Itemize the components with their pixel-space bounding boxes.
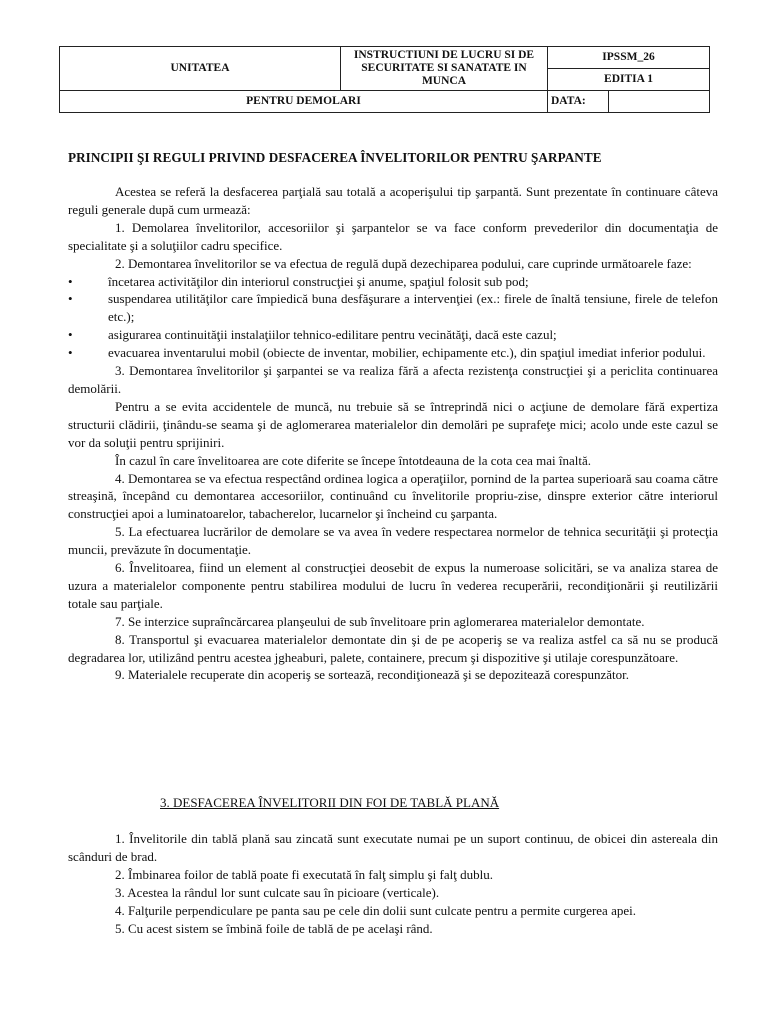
list-item: • asigurarea continuităţii instalaţiilor tehnico-edilitare pentru vecinătăţi, dacă este cazul;: [68, 327, 557, 343]
rule-8: 8. Transportul şi evacuarea materialelor demontate din şi de pe acoperiş se va realiza astfel ca să nu se producă degradarea lor, utilizând pentru acestea jgheaburi, palete, containere, precum şi dispozitive şi utilaje corespunzătoare.: [68, 631, 718, 665]
edition-cell: EDITIA 1: [548, 69, 710, 91]
rule-7: 7. Se interzice supraîncărcarea planşeului de sub învelitoare prin aglomerarea materialelor demontate.: [115, 613, 645, 629]
rule-3-note: Pentru a se evita accidentele de muncă, nu trebuie să se întreprindă nici o acţiune de demolare fără expertiza structurii clădirii, ţinându-se seama şi de aglomerarea materialelor din demolări pe suprafeţe mici; acolo unde este cazul se vor da soluţii pentru sprijiniri.: [68, 398, 718, 450]
instructiuni-cell: INSTRUCTIUNI DE LUCRU SI DE SECURITATE SI SANATATE IN MUNCA: [341, 47, 548, 91]
rule-9: 9. Materialele recuperate din acoperiş se sortează, recondiţionează şi se depozitează corespunzător.: [115, 667, 629, 683]
document-code: IPSSM_26: [548, 47, 710, 69]
phase-list: [68, 273, 718, 363]
list-item: • încetarea activităţilor din interiorul construcţiei şi anume, spaţiul folosit sub pod;: [68, 273, 529, 289]
section-3-item-2: 2. Îmbinarea foilor de tablă poate fi executată în falţ simplu şi falţ dublu.: [115, 866, 493, 882]
date-value: [609, 91, 710, 113]
section-3-item-1: 1. Învelitorile din tablă plană sau zincată sunt executate numai pe un suport continuu, de obicei din astereala din scânduri de brad.: [68, 831, 718, 864]
pentru-demolari-cell: PENTRU DEMOLARI: [60, 91, 548, 113]
section-3-item-3: 3. Acestea la rândul lor sunt culcate sau în picioare (verticale).: [115, 884, 440, 900]
document-body: [68, 183, 718, 684]
section-3-heading: 3. DESFACEREA ÎNVELITORII DIN FOI DE TABLĂ PLANĂ: [160, 795, 500, 810]
intro-paragraph: Acestea se referă la desfacerea parţială sau totală a acoperişului tip şarpantă. Sunt prezentate în continuare câteva reguli generale după cum urmează:: [68, 184, 718, 217]
document-title: PRINCIPII ŞI REGULI PRIVIND DESFACEREA ÎNVELITORILOR PENTRU ŞARPANTE: [68, 150, 602, 165]
rule-2: 2. Demontarea învelitorilor se va efectua de regulă după dezechiparea podului, care cuprinde următoarele faze:: [115, 255, 692, 271]
rule-3-height-note: În cazul în care învelitoarea are cote diferite se începe întotdeauna de la cota cea mai înaltă.: [115, 452, 592, 468]
rule-3: 3. Demontarea învelitorilor şi şarpantei se va realiza fără a afecta rezistenţa construcţiei şi a periclita continuarea demolării.: [68, 363, 718, 396]
bullet-icon: •: [68, 345, 73, 361]
rule-1: 1. Demolarea învelitorilor, accesoriilor şi şarpantelor se va face conform prevederilor din documentaţia de specialitate şi a soluţiilor cadru specifice.: [68, 219, 718, 253]
bullet-icon: •: [68, 291, 73, 307]
list-item: • suspendarea utilităţilor care împiedică buna desfăşurare a intervenţiei (ex.: firele de înaltă tensiune, firele de telefon etc.);: [68, 291, 718, 325]
document-header-table: [59, 46, 710, 113]
rule-4: 4. Demontarea se va efectua respectând ordinea logica a operaţiilor, pornind de la partea superioară sau coama către streaşină, începând cu demontarea accesoriilor, continuând cu învelitorile propriu-zise, dinspre exterior către interiorul construcţiei apoi a luminatoarelor, tabacherelor, lucarnelor şi încheind cu şarpanta.: [68, 470, 718, 522]
section-3-item-5: 5. Cu acest sistem se îmbină foile de tablă de pe acelaşi rând.: [115, 920, 433, 936]
rule-6: 6. Învelitoarea, fiind un element al construcţiei deosebit de expus la numeroase solicitări, se va analiza starea de uzura a materialelor componente pentru stabilirea modului de lucru în vederea recuperării, recondiţionării şi reutilizării totale sau parţiale.: [68, 560, 718, 611]
bullet-icon: •: [68, 327, 73, 343]
bullet-icon: •: [68, 273, 73, 289]
section-3-body: [68, 830, 718, 937]
rule-5: 5. La efectuarea lucrărilor de demolare se va avea în vedere respectarea normelor de tehnica securităţii şi protecţia muncii, prevăzute în documentaţie.: [68, 524, 718, 558]
list-item: • evacuarea inventarului mobil (obiecte de inventar, mobilier, echipamente etc.), din spaţiul imediat inferior podului.: [68, 345, 706, 361]
date-label: DATA:: [548, 91, 609, 113]
section-3-item-4: 4. Falţurile perpendiculare pe panta sau pe cele din dolii sunt culcate pentru a permite curgerea apei.: [115, 902, 636, 918]
unitatea-cell: UNITATEA: [60, 47, 341, 91]
